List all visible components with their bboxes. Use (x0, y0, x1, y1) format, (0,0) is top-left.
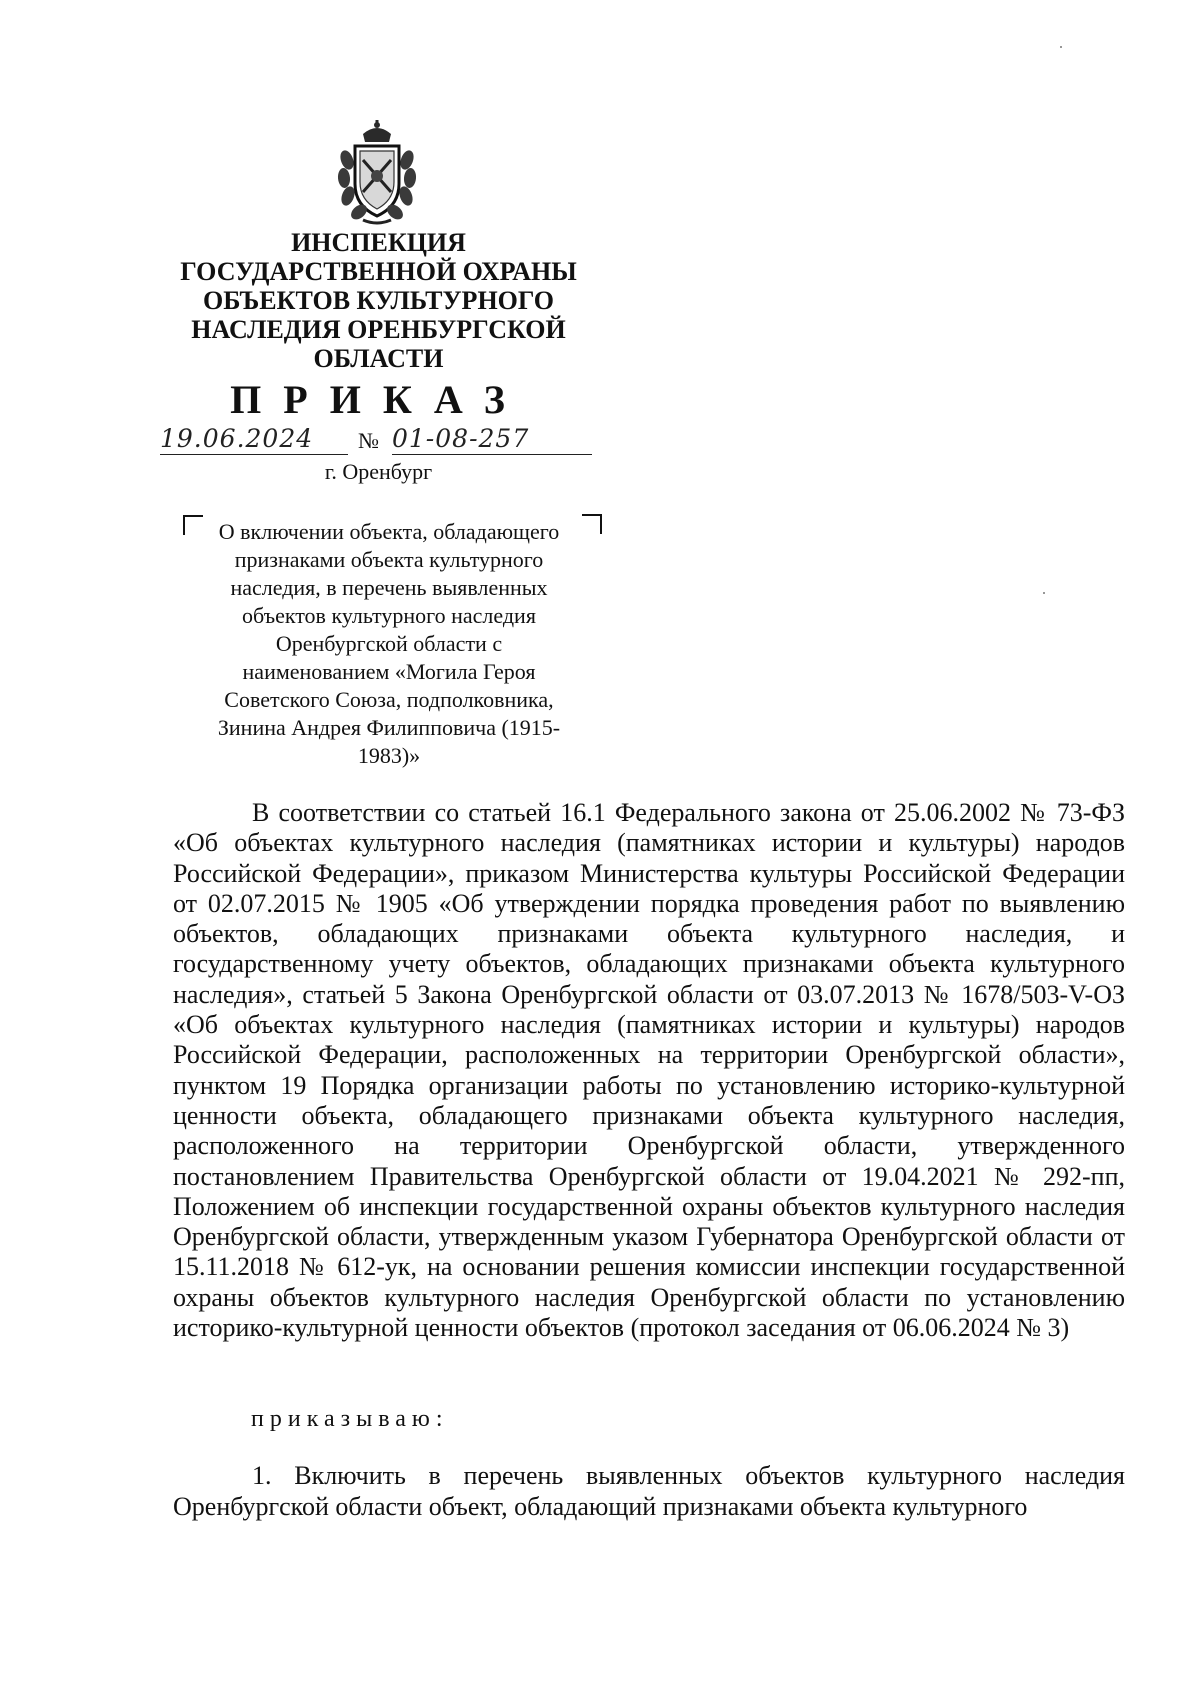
order-word: приказываю: (251, 1406, 449, 1432)
number-sign: № (358, 428, 379, 453)
subject-line: наследия, в перечень выявленных (230, 575, 548, 600)
scan-speck (1043, 592, 1045, 594)
order-item-1: 1. Включить в перечень выявленных объектов культурного наследия Оренбургской области объект, обладающий признаками объекта культурного (173, 1461, 1125, 1521)
date-number-line (158, 424, 598, 464)
org-line-1: ИНСПЕКЦИЯ (291, 228, 466, 257)
subject-line: объектов культурного наследия (242, 603, 536, 628)
org-line-3: ОБЪЕКТОВ КУЛЬТУРНОГО (202, 286, 555, 315)
subject-line: 1983)» (357, 743, 421, 768)
subject-line: Зинина Андрея Филипповича (1915- (217, 715, 561, 740)
preamble-paragraph: В соответствии со статьей 16.1 Федерального закона от 25.06.2002 № 73-ФЗ «Об объектах культурного наследия (памятниках истории и культуры) народов Российской Федерации», приказом Министерства культуры Российской Федерации от 02.07.2015 № 1905 «Об утверждении порядка проведения работ по выявлению объектов, обладающих признаками объекта культурного наследия, и государственному учету объектов, обладающих признаками объекта культурного наследия», статьей 5 Закона Оренбургской области от 03.07.2013 № 1678/503-V-ОЗ «Об объектах культурного наследия (памятниках истории и культуры) народов Российской Федерации, расположенных на территории Оренбургской области», пунктом 19 Порядка организации работы по установлению историко-культурной ценности объекта, обладающего признаками объекта культурного наследия, расположенного на территории Оренбургской области, утвержденного постановлением Правительства Оренбургской области от 19.04.2021 № 292-пп, Положением об инспекции государственной охраны объектов культурного наследия Оренбургской области, утвержденным указом Губернатора Оренбургской области от 15.11.2018 № 612-ук, на основании решения комиссии инспекции государственной охраны объектов культурного наследия Оренбургской области по установлению историко-культурной ценности объектов (протокол заседания от 06.06.2024 № 3) (173, 798, 1125, 1343)
subject-line: наименованием «Могила Героя (242, 659, 536, 684)
scan-speck (1060, 46, 1062, 48)
org-line-5: ОБЛАСТИ (313, 344, 444, 373)
order-number: 01-08-257 (392, 424, 592, 455)
order-items (173, 1460, 1125, 1522)
coat-of-arms-icon (333, 120, 421, 228)
subject-line: О включении объекта, обладающего (218, 519, 560, 544)
subject-line: признаками объекта культурного (234, 547, 544, 572)
organization-name (120, 228, 637, 373)
org-line-2: ГОСУДАРСТВЕННОЙ ОХРАНЫ (180, 257, 577, 286)
subject-line: Оренбургской области с (275, 631, 503, 656)
subject-line: Советского Союза, подполковника, (224, 687, 554, 712)
order-date: 19.06.2024 (160, 424, 348, 455)
order-subject (190, 518, 588, 770)
city-label: г. Оренбург (324, 459, 433, 484)
preamble-section (173, 798, 1125, 1343)
org-line-4: НАСЛЕДИЯ ОРЕНБУРГСКОЙ (191, 315, 566, 344)
document-type-title: ПРИКАЗ (230, 377, 527, 422)
